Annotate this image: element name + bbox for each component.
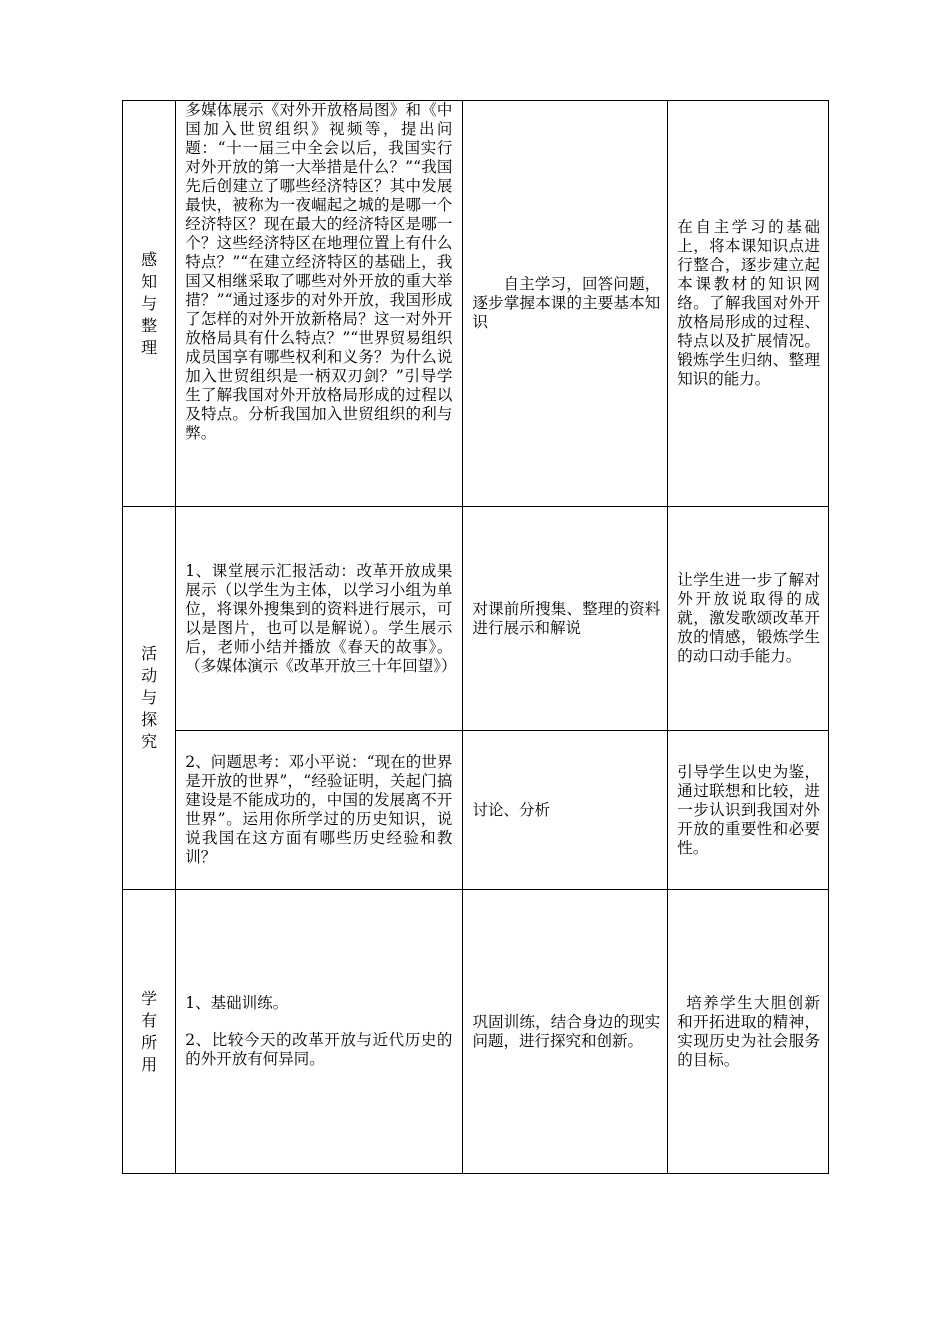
stage-cell bbox=[123, 890, 176, 1174]
student-cell bbox=[463, 101, 668, 507]
stage-label: 感知与整理 bbox=[141, 249, 158, 357]
activity-text: 多媒体展示《对外开放格局图》和《中国加入世贸组织》视频等，提出问题：“十一届三中全会以后，我国实行对外开放的第一大举措是什么？”“我国先后创建立了哪些经济特区？其中发展最快，被称为一夜崛起之城的是哪一个经济特区？现在最大的经济特区是哪一个？这些经济特区在地理位置上有什么特点？”“在建立经济特区的基础上，我国又相继采取了哪些对外开放的重大举措？”“通过逐步的对外开放，我国形成了怎样的对外开放新格局？这一对外开放格局具有什么特点？”“世界贸易组织成员国享有哪些权利和义务？为什么说加入世贸组织是一柄双刃剑？”引导学生了解我国对外开放格局形成的过程以及特点。分析我国加入世贸组织的利与弊。 bbox=[185, 101, 453, 442]
table-row bbox=[123, 890, 829, 1174]
table-row bbox=[123, 731, 829, 890]
activity-text: 1、课堂展示汇报活动：改革开放成果展示（以学生为主体，以学习小组为单位，将课外搜集到的资料进行展示，可以是图片，也可以是解说）。学生展示后，老师小结并播放《春天的故事》。（多媒体演示《改革开放三十年回望》） bbox=[185, 561, 457, 675]
purpose-cell bbox=[668, 890, 829, 1174]
activity-item: 1、基础训练。 bbox=[185, 994, 289, 1012]
table-row bbox=[123, 507, 829, 731]
student-cell bbox=[463, 731, 668, 890]
purpose-text: 培养学生大胆创新和开拓进取的精神，实现历史为社会服务的目标。 bbox=[677, 993, 820, 1069]
lesson-plan-table bbox=[122, 100, 829, 1174]
student-text: 讨论、分析 bbox=[472, 800, 550, 819]
activity-cell bbox=[176, 507, 463, 731]
purpose-cell bbox=[668, 101, 829, 507]
stage-cell bbox=[123, 507, 176, 890]
purpose-text: 引导学生以史为鉴，通过联想和比较，进一步认识到我国对外开放的重要性和必要性。 bbox=[677, 762, 820, 857]
student-cell bbox=[463, 890, 668, 1174]
table-row bbox=[123, 101, 829, 507]
purpose-text: 在自主学习的基础上，将本课知识点进行整合，逐步建立起本课教材的知识网络。了解我国对外开放格局形成的过程、特点以及扩展情况。锻炼学生归纳、整理知识的能力。 bbox=[677, 218, 820, 388]
stage-cell bbox=[123, 101, 176, 507]
student-text: 巩固训练，结合身边的现实问题，进行探究和创新。 bbox=[472, 1012, 661, 1050]
activity-list bbox=[176, 994, 462, 1069]
activity-cell bbox=[176, 101, 463, 507]
purpose-cell bbox=[668, 731, 829, 890]
activity-text: 2、问题思考：邓小平说：“现在的世界是开放的世界”，“经验证明，关起门搞建设是不能成功的，中国的发展离不开世界”。运用你所学过的历史知识，说说我国在这方面有哪些历史经验和教训？ bbox=[185, 753, 453, 866]
activity-cell bbox=[176, 731, 463, 890]
purpose-text: 让学生进一步了解对外开放说取得的成就，激发歌颂改革开放的情感，锻炼学生的动口动手能力。 bbox=[677, 571, 820, 665]
student-text: 对课前所搜集、整理的资料进行展示和解说 bbox=[472, 599, 661, 637]
activity-cell bbox=[176, 890, 463, 1174]
purpose-cell bbox=[668, 507, 829, 731]
stage-label: 活动与探究 bbox=[141, 644, 158, 751]
activity-item: 2、比较今天的改革开放与近代历史的的外开放有何异同。 bbox=[185, 1031, 453, 1068]
student-cell bbox=[463, 507, 668, 731]
stage-label: 学有所用 bbox=[141, 988, 158, 1074]
student-text: 自主学习，回答问题，逐步掌握本课的主要基本知识 bbox=[472, 275, 661, 331]
